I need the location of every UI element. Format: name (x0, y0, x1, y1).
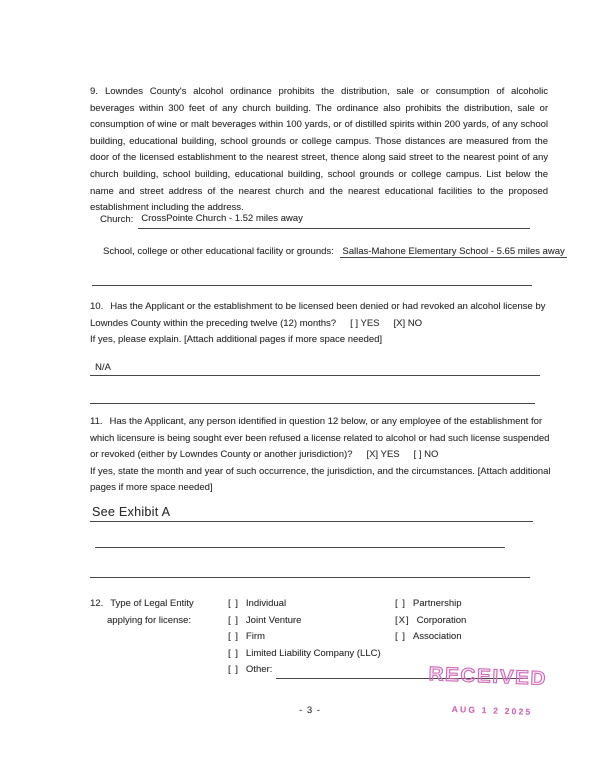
question-11-note: If yes, state the month and year of such occurrence, the jurisdiction, and the circumstances. [Attach additional pages if more space needed] (90, 465, 551, 494)
blank-answer-line-4 (90, 577, 530, 578)
question-12-label (90, 596, 225, 629)
question-11-paragraph (90, 414, 552, 464)
question-10-no-checkbox: [X] NO (393, 317, 423, 329)
checkbox-corporation: [X] (395, 614, 410, 626)
question-11-yes-checkbox: [X] YES (366, 449, 400, 461)
question-12-entity-column-2 (395, 596, 545, 646)
option-association (395, 629, 545, 646)
option-firm-label: Firm (245, 631, 265, 643)
church-blank-line (306, 228, 530, 229)
school-label: School, college or other educational facility or grounds: (103, 246, 334, 257)
option-joint-venture-label: Joint Venture (245, 614, 302, 626)
question-11-blank-line (174, 521, 533, 522)
question-9-paragraph (90, 84, 548, 217)
received-stamp-date: AUG 1 2 2025 (451, 703, 533, 717)
question-11-no-checkbox: [ ] NO (413, 449, 439, 461)
option-corporation-label: Corporation (416, 614, 467, 626)
option-llc-label: Limited Liability Company (LLC) (245, 647, 381, 659)
question-11-number: 11. (90, 416, 103, 427)
question-11-block (90, 414, 552, 497)
school-answer-row (103, 244, 567, 261)
question-12-label-line2: applying for license: (107, 614, 191, 626)
option-partnership (395, 596, 545, 613)
question-10-text: Has the Applicant or the establishment to be licensed been denied or had revoked an alcohol license by Lowndes County within the preceding twelve (12) months? (90, 301, 546, 329)
question-12-number: 12. (90, 598, 104, 609)
question-11-answer-row (90, 505, 533, 522)
school-value: Sallas-Mahone Elementary School - 5.65 miles away (342, 246, 565, 257)
checkbox-llc: [ ] (228, 647, 239, 659)
option-corporation (395, 613, 545, 630)
question-11-answer: See Exhibit A (90, 505, 174, 522)
checkbox-joint-venture: [ ] (228, 614, 239, 626)
question-10-yes-checkbox: [ ] YES (350, 317, 380, 329)
blank-answer-line-2 (90, 403, 535, 404)
question-9-text: Lowndes County's alcohol ordinance prohibits the distribution, sale or consumption of alcoholic beverages within 300 feet of any church building. The ordinance also prohibits the distribution, sale or consumption of wine or malt beverages within 100 yards, or of distilled spirits within 200 yards, of any school building, educational building, school grounds or college campus. Those distances are measured from the door of the licensed establishment to the nearest street, thence along said street to the nearest point of any church building, school building, educational building, school grounds or college campus. List below the name and street address of the nearest church and the nearest educational facilities to the proposed establishment including the address. (90, 86, 548, 214)
question-10-answer: N/A (95, 362, 111, 373)
church-label: Church: (100, 214, 134, 226)
question-10-number: 10. (90, 301, 104, 312)
question-10-answer-line (90, 360, 540, 376)
checkbox-association: [ ] (395, 631, 406, 643)
question-11-text: Has the Applicant, any person identified in question 12 below, or any employee of the establishment for which licensure is being sought ever been refused a license related to alcohol or had such license suspended or revoked (either by Lowndes County or another jurisdiction)? (90, 416, 550, 461)
church-answer-row (100, 213, 530, 229)
checkbox-firm: [ ] (228, 631, 239, 643)
question-10-block (90, 299, 552, 349)
question-10-note: If yes, please explain. [Attach additional pages if more space needed] (90, 334, 383, 346)
option-individual-label: Individual (245, 598, 287, 609)
option-other-label: Other: (245, 664, 273, 676)
option-association-label: Association (412, 631, 462, 643)
blank-answer-line-3 (95, 547, 505, 548)
received-stamp: RECEIVED (428, 663, 548, 690)
option-llc (228, 646, 528, 663)
checkbox-individual: [ ] (228, 598, 239, 609)
page-number: - 3 - (299, 705, 321, 716)
blank-answer-line-1 (92, 285, 532, 286)
question-9-number: 9. (90, 86, 98, 97)
checkbox-other: [ ] (228, 664, 239, 676)
question-10-paragraph (90, 299, 552, 332)
question-12-label-line1: Type of Legal Entity (110, 598, 194, 609)
checkbox-partnership: [ ] (395, 598, 406, 609)
church-value: CrossPointe Church - 1.52 miles away (138, 211, 306, 229)
option-partnership-label: Partnership (412, 598, 462, 609)
